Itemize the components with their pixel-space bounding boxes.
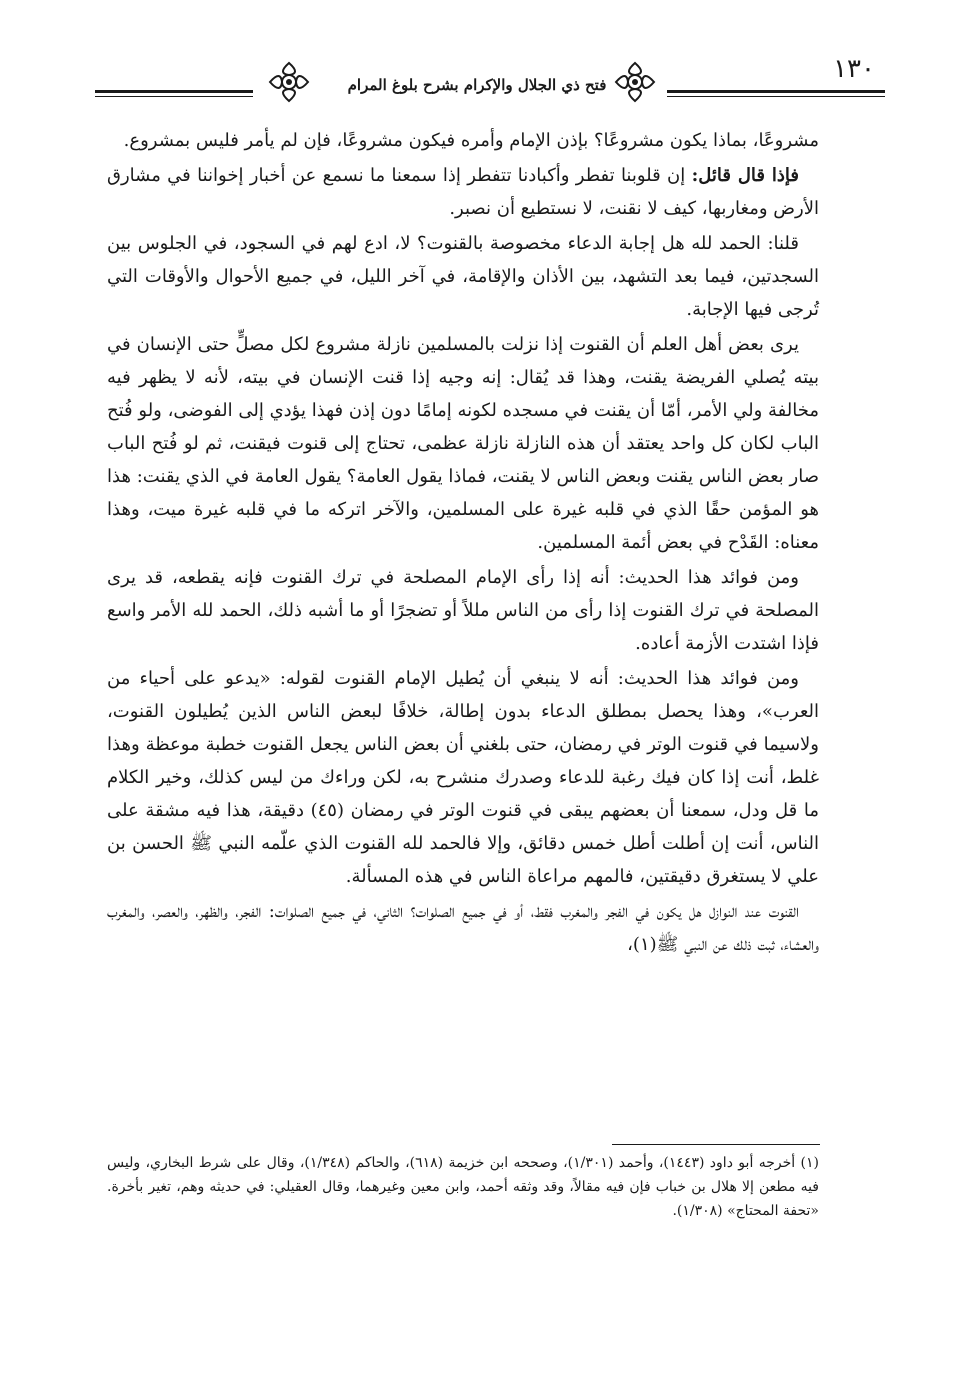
paragraph-text: إن قلوبنا تفطر وأكبادنا تتفطر إذا سمعنا ما نسمع عن أخبار إخواننا في مشارق الأرض ومغاربها، كيف لا نقنت، لا نستطيع أن نصبر. [107, 165, 819, 219]
paragraph-text: ومن فوائد هذا الحديث: أنه إذا رأى الإمام المصلحة في ترك القنوت فإنه يقطعه، قد يرى المصلحة في ترك القنوت إذا رأى من الناس مللاً أو تضجرًا أو ما أشبه ذلك، الحمد لله الأمر واسع فإذا اشتدت الأزمة أعاده. [107, 567, 819, 654]
paragraph-text: ومن فوائد هذا الحديث: أنه لا ينبغي أن يُطيل الإمام القنوت لقوله: «يدعو على أحياء من العرب»، وهذا يحصل بمطلق الدعاء بدون إطالة، خلافًا لبعض الناس الذين يُطيلون القنوت، ولاسيما في قنوت الوتر في رمضان، حتى بلغني أن بعض الناس يجعل القنوت خطبة موعظة وهذا غلط، أنت إذا كان فيك رغبة للدعاء وصدرك منشرح به، لكن وراءك من ليس كذلك، وخير الكلام ما قل ودل، سمعنا أن بعضهم يبقى في قنوت الوتر في رمضان (٤٥) دقيقة، هذا فيه مشقة على الناس، أنت إن أطلت أطل خمس دقائق، وإلا فالحمد لله القنوت الذي علّمه النبي ﷺ الحسن بن علي لا يستغرق دقيقتين، فالمهم مراعاة الناس في هذه المسألة. [107, 668, 819, 887]
paragraph [107, 159, 819, 225]
paragraph [107, 124, 819, 157]
paragraph [107, 561, 819, 660]
paragraph [107, 227, 819, 326]
footnotes [107, 1151, 819, 1223]
page-number: ١٣٠ [833, 54, 875, 84]
paragraph-text: مشروعًا، بماذا يكون مشروعًا؟ بإذن الإمام وأمره فيكون مشروعًا، فإن لم يأمر فليس بمشروع. [123, 130, 819, 151]
paragraph [107, 662, 819, 893]
ornament-left-icon [267, 60, 311, 104]
running-title: فتح ذي الجلال والإكرام بشرح بلوغ المرام [347, 76, 607, 94]
header-rule-left-thin [95, 96, 253, 97]
paragraph-text: قلنا: الحمد لله هل إجابة الدعاء مخصوصة بالقنوت؟ لا، ادع لهم في السجود، في الجلوس بين السجدتين، فيما بعد التشهد، بين الأذان والإقامة، في آخر الليل، في جميع الأحوال والأوقات التي تُرجى فيها الإجابة. [107, 233, 819, 320]
header-rule-right-thin [667, 96, 885, 97]
ornament-right-icon [613, 60, 657, 104]
paragraph-text: القنوت عند النوازل هل يكون في الفجر والمغرب فقط، أو في جميع الصلوات؟ الثاني، في جميع الصلوات: الفجر، والظهر، والعصر، والمغرب والعشاء، ثبت ذلك عن النبي ﷺ(١)، [107, 901, 819, 955]
paragraph [107, 895, 819, 961]
footnote: (١) أخرجه أبو داود (١٤٤٣)، وأحمد (١/٣٠١)، وصححه ابن خزيمة (٦١٨)، والحاكم (١/٣٤٨)، وقال على شرط البخاري، وليس فيه مطعن إلا هلال بن خباب فإن فيه مقالاً، وقد وثقه أحمد، وابن معين وغيرهما، وقال العقيلي: في حديثه وهم، تغير بأخرة. «تحفة المحتاج» (١/٣٠٨). [107, 1155, 819, 1219]
page-header [95, 52, 885, 102]
paragraph-lead: فإذا قال قائل: [691, 165, 800, 186]
paragraph-text: يرى بعض أهل العلم أن القنوت إذا نزلت بالمسلمين نازلة مشروع لكل مصلٍّ حتى الإنسان في بيته يُصلي الفريضة يقنت، وهذا قد يُقال: إنه وجيه إذا قنت الإنسان في بيته، لأنه لا يظهر فيه مخالفة ولي الأمر، أمّا أن يقنت في مسجده لكونه إمامًا دون إذن فهذا يؤدي إلى الفوضى، ولو فُتح الباب لكان كل واحد يعتقد أن هذه النازلة نازلة عظمى، تحتاج إلى قنوت فيقنت، ثم لو فُتح الباب صار بعض الناس يقنت وبعض الناس لا يقنت، فماذا يقول العامة؟ يقول العامة في الذي يقنت: هذا هو المؤمن حقًا الذي في قلبه غيرة على المسلمين، والآخر اتركه ما في قلبه غيرة ميت، وهذا معناه: القَدْح في بعض أئمة المسلمين. [107, 334, 819, 553]
header-rule-left [95, 90, 253, 93]
body-text [107, 124, 819, 961]
footnote-divider [612, 1144, 820, 1145]
header-rule-right [667, 90, 885, 93]
paragraph [107, 328, 819, 559]
